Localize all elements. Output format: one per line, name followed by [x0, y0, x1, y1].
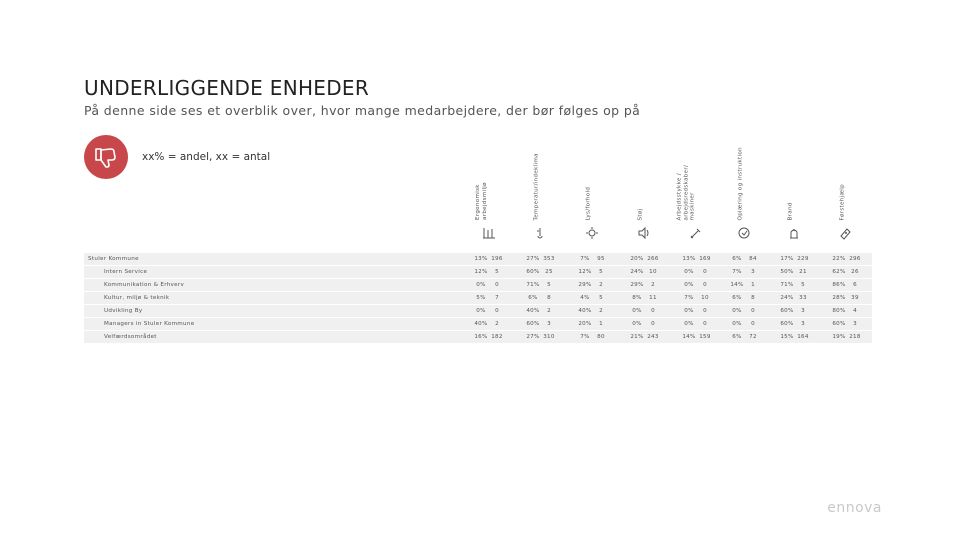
tools-icon	[686, 226, 706, 240]
row-label: Stuler Kommune	[88, 256, 139, 262]
cell-share: 7%	[580, 334, 590, 340]
table-row	[84, 318, 872, 331]
row-label: Velfærdsområdet	[104, 334, 157, 340]
cell-count: 169	[699, 256, 711, 262]
cell-share: 6%	[732, 256, 742, 262]
table-row	[84, 279, 872, 292]
cell-count: 8	[751, 295, 755, 301]
column-header-label: Ergonomisk arbejdsmiljø	[475, 182, 488, 220]
cell-share: 60%	[780, 308, 794, 314]
cell-share: 6%	[732, 295, 742, 301]
column-header-label: Brand	[787, 201, 794, 220]
cell-share: 40%	[526, 308, 540, 314]
thumbs-down-badge	[84, 135, 128, 179]
cell-share: 6%	[528, 295, 538, 301]
cell-share: 0%	[632, 308, 642, 314]
column-header-label: Lys/forhold	[585, 186, 592, 220]
column-header-5	[676, 142, 716, 220]
cell-count: 4	[853, 308, 857, 314]
cell-share: 0%	[684, 321, 694, 327]
cell-count: 0	[703, 321, 707, 327]
column-header-label: Oplæring og instruktion	[737, 146, 744, 220]
column-header-label: Temperatur/indeklima	[533, 152, 540, 220]
cell-share: 27%	[526, 334, 540, 340]
cell-count: 11	[649, 295, 657, 301]
cell-count: 0	[751, 308, 755, 314]
row-label: Kultur, miljø & teknik	[104, 295, 170, 301]
cell-count: 8	[547, 295, 551, 301]
cell-share: 71%	[526, 282, 540, 288]
cell-share: 0%	[476, 282, 486, 288]
cell-count: 3	[801, 308, 805, 314]
cell-count: 0	[495, 308, 499, 314]
cell-count: 353	[543, 256, 555, 262]
cell-share: 7%	[580, 256, 590, 262]
cell-count: 310	[543, 334, 555, 340]
training-icon	[734, 226, 754, 240]
cell-share: 16%	[474, 334, 488, 340]
cell-count: 3	[853, 321, 857, 327]
cell-count: 21	[799, 269, 807, 275]
cell-share: 8%	[632, 295, 642, 301]
cell-share: 20%	[578, 321, 592, 327]
table-row	[84, 253, 872, 266]
row-label: Managers in Stuler Kommune	[104, 321, 195, 327]
column-header-7	[774, 142, 814, 220]
cell-count: 229	[797, 256, 809, 262]
cell-count: 5	[495, 269, 499, 275]
cell-count: 25	[545, 269, 553, 275]
cell-count: 196	[491, 256, 503, 262]
cell-count: 26	[851, 269, 859, 275]
cell-share: 0%	[732, 308, 742, 314]
cell-share: 60%	[780, 321, 794, 327]
fire-icon	[784, 226, 804, 240]
cell-count: 80	[597, 334, 605, 340]
cell-count: 6	[853, 282, 857, 288]
cell-count: 7	[495, 295, 499, 301]
cell-count: 266	[647, 256, 659, 262]
cell-share: 28%	[832, 295, 846, 301]
cell-count: 1	[751, 282, 755, 288]
cell-share: 12%	[474, 269, 488, 275]
cell-share: 6%	[732, 334, 742, 340]
column-header-3	[572, 142, 612, 220]
first-aid-icon	[836, 226, 856, 240]
legend-text: xx% = andel, xx = antal	[142, 151, 271, 163]
cell-share: 27%	[526, 256, 540, 262]
cell-count: 3	[547, 321, 551, 327]
column-header-label: Arbejdsstykke / arbejdsredskaber/ maskiner	[676, 164, 696, 220]
cell-share: 22%	[832, 256, 846, 262]
cell-share: 4%	[580, 295, 590, 301]
cell-share: 20%	[630, 256, 644, 262]
cell-count: 0	[703, 282, 707, 288]
cell-share: 62%	[832, 269, 846, 275]
cell-share: 12%	[578, 269, 592, 275]
cell-share: 14%	[730, 282, 744, 288]
column-header-4	[624, 142, 664, 220]
cell-count: 2	[495, 321, 499, 327]
cell-share: 19%	[832, 334, 846, 340]
cell-count: 72	[749, 334, 757, 340]
cell-share: 0%	[732, 321, 742, 327]
cell-share: 13%	[474, 256, 488, 262]
column-header-1	[468, 142, 508, 220]
cell-share: 40%	[578, 308, 592, 314]
cell-count: 39	[851, 295, 859, 301]
cell-count: 5	[547, 282, 551, 288]
cell-share: 0%	[684, 269, 694, 275]
cell-count: 0	[703, 308, 707, 314]
row-label: Udvikling By	[104, 308, 143, 314]
cell-share: 24%	[630, 269, 644, 275]
data-table	[84, 253, 872, 344]
light-icon	[582, 226, 602, 240]
cell-share: 15%	[780, 334, 794, 340]
temperature-icon	[530, 226, 550, 240]
thumbs-down-icon	[93, 144, 119, 170]
table-row	[84, 305, 872, 318]
cell-count: 33	[799, 295, 807, 301]
cell-share: 0%	[684, 308, 694, 314]
cell-share: 0%	[476, 308, 486, 314]
cell-share: 60%	[832, 321, 846, 327]
cell-share: 29%	[578, 282, 592, 288]
table-row	[84, 292, 872, 305]
column-header-8	[826, 142, 866, 220]
cell-count: 3	[751, 269, 755, 275]
cell-share: 80%	[832, 308, 846, 314]
table-row	[84, 331, 872, 344]
cell-count: 159	[699, 334, 711, 340]
cell-share: 60%	[526, 269, 540, 275]
table-row	[84, 266, 872, 279]
cell-count: 0	[495, 282, 499, 288]
cell-share: 5%	[476, 295, 486, 301]
ennova-logo: ennova	[827, 500, 882, 516]
cell-count: 243	[647, 334, 659, 340]
column-header-label: Førstehjælp	[839, 183, 846, 220]
cell-count: 3	[801, 321, 805, 327]
cell-share: 29%	[630, 282, 644, 288]
ergonomics-icon	[478, 226, 498, 240]
cell-share: 7%	[684, 295, 694, 301]
cell-count: 5	[801, 282, 805, 288]
cell-share: 17%	[780, 256, 794, 262]
cell-count: 182	[491, 334, 503, 340]
cell-share: 14%	[682, 334, 696, 340]
cell-count: 218	[849, 334, 861, 340]
noise-icon	[634, 226, 654, 240]
cell-share: 24%	[780, 295, 794, 301]
cell-share: 0%	[632, 321, 642, 327]
column-header-6	[724, 142, 764, 220]
cell-share: 0%	[684, 282, 694, 288]
cell-share: 13%	[682, 256, 696, 262]
cell-count: 164	[797, 334, 809, 340]
cell-count: 84	[749, 256, 757, 262]
cell-count: 10	[649, 269, 657, 275]
cell-share: 60%	[526, 321, 540, 327]
cell-count: 296	[849, 256, 861, 262]
cell-share: 86%	[832, 282, 846, 288]
cell-share: 40%	[474, 321, 488, 327]
cell-share: 50%	[780, 269, 794, 275]
page-title: UNDERLIGGENDE ENHEDER	[84, 76, 370, 100]
cell-count: 5	[599, 269, 603, 275]
cell-count: 2	[547, 308, 551, 314]
cell-count: 2	[599, 282, 603, 288]
row-label: Kommunikation & Erhverv	[104, 282, 185, 288]
cell-count: 0	[651, 308, 655, 314]
cell-share: 71%	[780, 282, 794, 288]
cell-share: 7%	[732, 269, 742, 275]
column-header-label: Støj	[637, 208, 644, 220]
column-header-2	[520, 142, 560, 220]
cell-count: 95	[597, 256, 605, 262]
cell-count: 5	[599, 295, 603, 301]
page-subtitle: På denne side ses et overblik over, hvor mange medarbejdere, der bør følges op på	[84, 103, 641, 118]
cell-count: 2	[599, 308, 603, 314]
row-label: Intern Service	[104, 269, 148, 275]
cell-count: 0	[751, 321, 755, 327]
cell-count: 10	[701, 295, 709, 301]
cell-count: 1	[599, 321, 603, 327]
cell-count: 0	[651, 321, 655, 327]
cell-count: 2	[651, 282, 655, 288]
cell-share: 21%	[630, 334, 644, 340]
cell-count: 0	[703, 269, 707, 275]
